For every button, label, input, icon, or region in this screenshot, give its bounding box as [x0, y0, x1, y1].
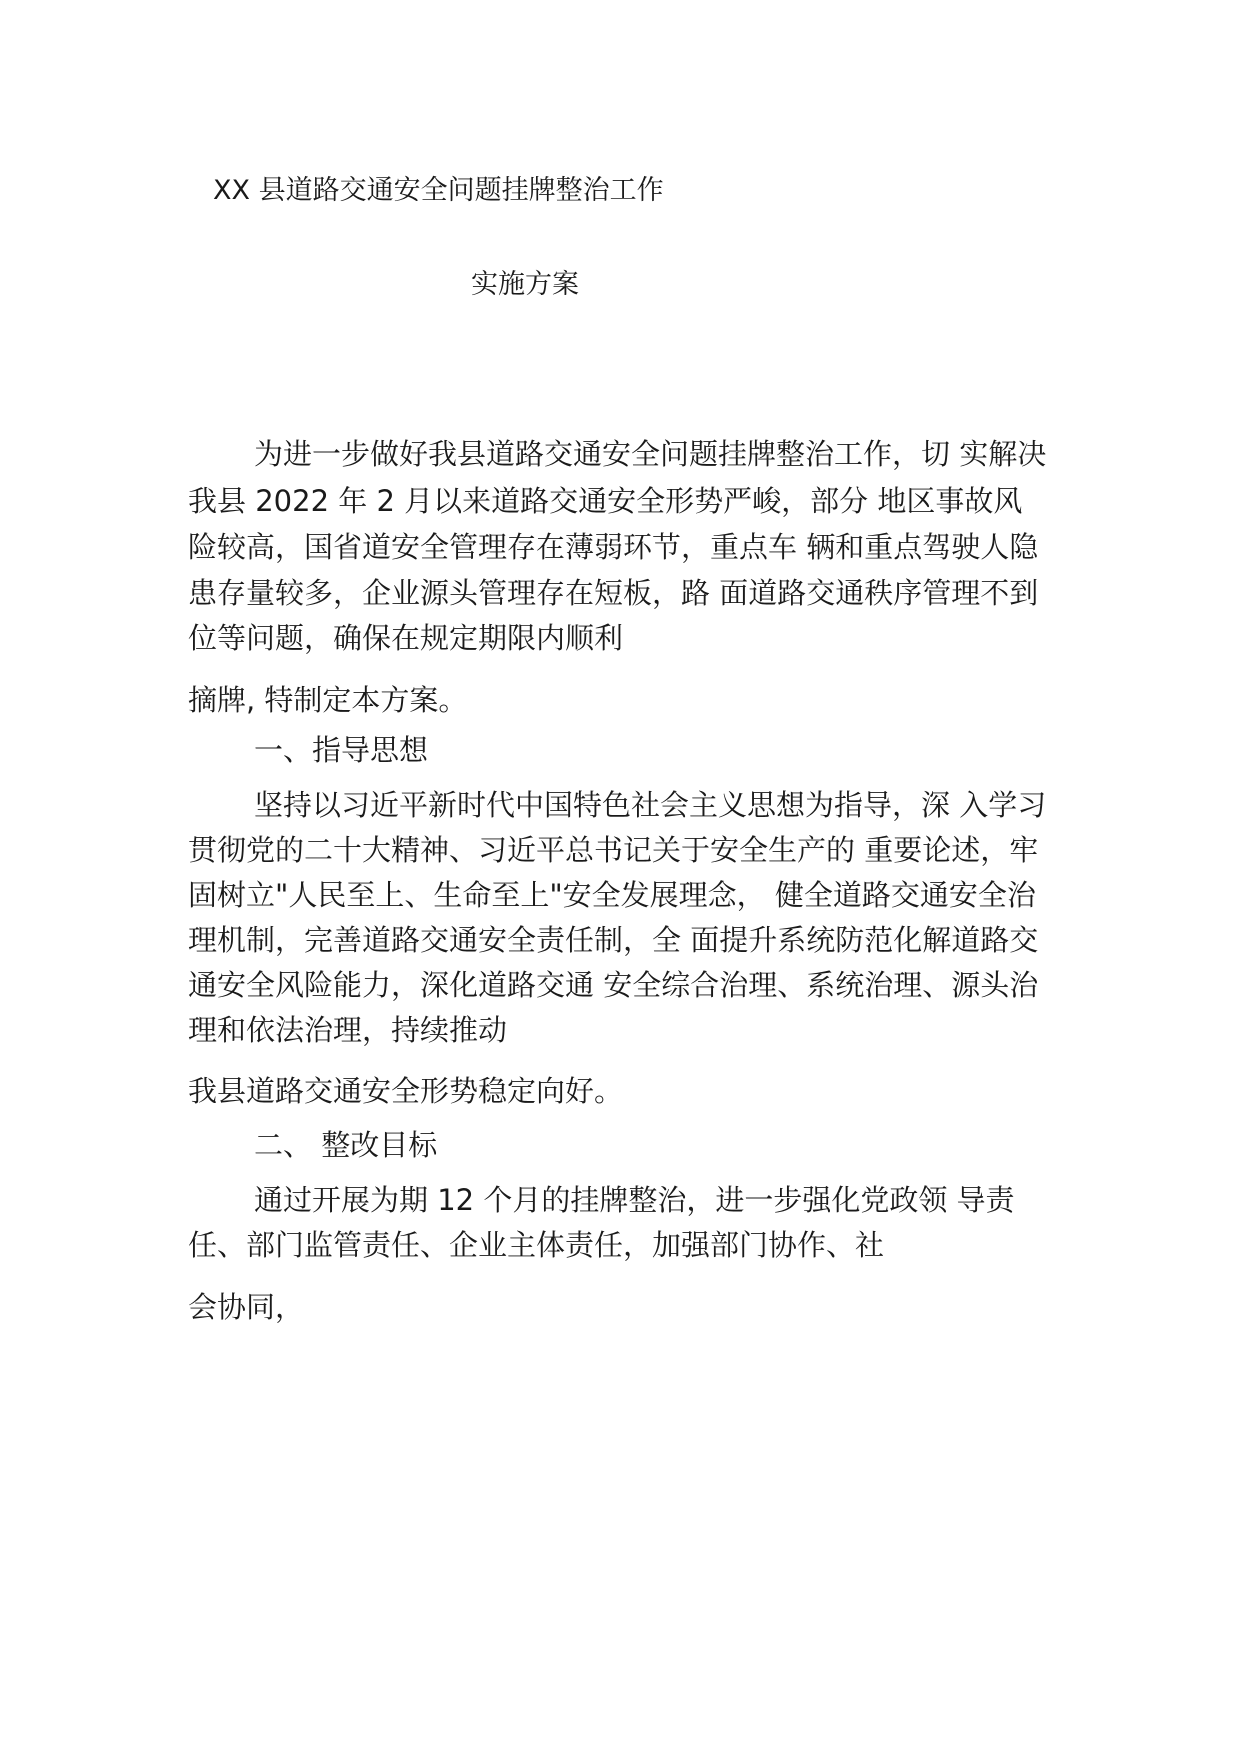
paragraph-1-line-3: 险较高，国省道安全管理存在薄弱环节，重点车 辆和重点驾驶人隐	[188, 530, 1039, 564]
paragraph-1-line-2: 我县 2022 年 2 月以来道路交通安全形势严峻，部分 地区事故风	[188, 484, 1023, 518]
paragraph-2-line-3: 固树立"人民至上、生命至上"安全发展理念， 健全道路交通安全治	[188, 878, 1036, 912]
paragraph-2-tail: 我县道路交通安全形势稳定向好。	[188, 1074, 624, 1108]
paragraph-1-line-4: 患存量较多，企业源头管理存在短板，路 面道路交通秩序管理不到	[188, 576, 1039, 610]
paragraph-2-line-6: 理和依法治理，持续推动	[188, 1013, 508, 1047]
section-heading-2: 二、 整改目标	[254, 1128, 438, 1162]
paragraph-3-line-2: 任、部门监管责任、企业主体责任，加强部门协作、社	[188, 1228, 885, 1262]
document-title-line-1: XX 县道路交通安全问题挂牌整治工作	[213, 175, 664, 206]
paragraph-2-line-5: 通安全风险能力，深化道路交通 安全综合治理、系统治理、源头治	[188, 968, 1039, 1002]
document-title-line-2: 实施方案	[471, 269, 579, 300]
paragraph-2-line-1: 坚持以习近平新时代中国特色社会主义思想为指导，深 入学习	[254, 788, 1047, 822]
section-heading-1: 一、指导思想	[254, 733, 429, 767]
paragraph-1-line-5: 位等问题，确保在规定期限内顺利	[188, 621, 624, 655]
paragraph-2-line-4: 理机制，完善道路交通安全责任制，全 面提升系统防范化解道路交	[188, 923, 1039, 957]
paragraph-3-line-1: 通过开展为期 12 个月的挂牌整治，进一步强化党政领 导责	[254, 1183, 1015, 1217]
paragraph-3-tail: 会协同，	[188, 1290, 305, 1324]
paragraph-1-tail: 摘牌, 特制定本方案。	[188, 683, 468, 717]
paragraph-2-line-2: 贯彻党的二十大精神、习近平总书记关于安全生产的 重要论述，牢	[188, 833, 1039, 867]
paragraph-1-line-1: 为进一步做好我县道路交通安全问题挂牌整治工作，切 实解决	[254, 437, 1047, 471]
